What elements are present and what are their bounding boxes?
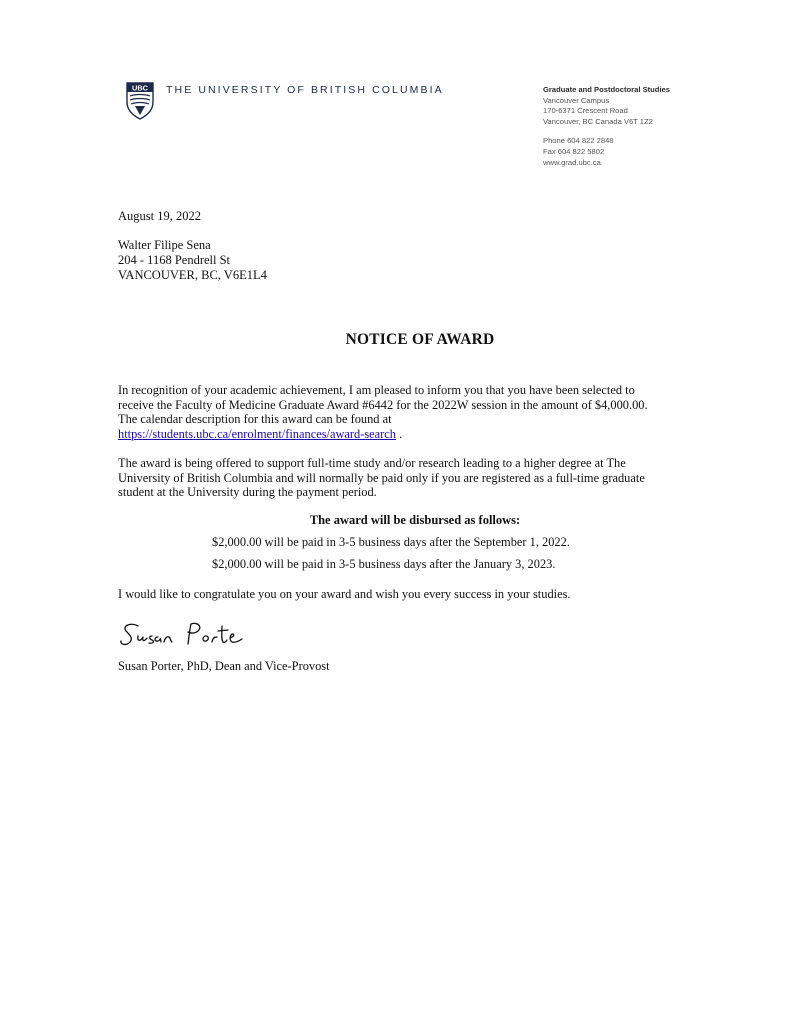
recipient-name: Walter Filipe Sena: [118, 238, 211, 252]
notice-title: NOTICE OF AWARD: [345, 331, 495, 348]
link-suffix: .: [396, 426, 403, 441]
link-line: [118, 427, 693, 442]
street-address: 170-6371 Crescent Road: [543, 106, 628, 116]
award-search-link[interactable]: https://students.ubc.ca/enrolment/finances/award-search: [118, 426, 397, 441]
paragraph-line: The award is being offered to support full-time study and/or research leading to a higher degree at The: [118, 456, 626, 470]
recipient-address: [118, 238, 267, 283]
paragraph-line: In recognition of your academic achievement, I am pleased to inform you that you have been selected to: [118, 383, 635, 397]
city-address: Vancouver, BC Canada V6T 1Z2: [543, 116, 653, 126]
signer-name: Susan Porter, PhD, Dean and Vice-Provost: [118, 659, 330, 673]
recipient-city: VANCOUVER, BC, V6E1L4: [118, 268, 267, 282]
phone-number: Phone 604 822 2848: [543, 136, 614, 146]
ubc-crest-icon: [126, 82, 154, 120]
paragraph-line: The calendar description for this award can be found at: [118, 412, 392, 427]
payment-line: $2,000.00 will be paid in 3-5 business days after the January 3, 2023.: [212, 557, 556, 571]
campus-name: Vancouver Campus: [543, 95, 610, 105]
department-contact-block: [543, 85, 783, 168]
paragraph-line: student at the University during the payment period.: [118, 485, 377, 500]
website: www.grad.ubc.ca: [543, 157, 601, 167]
logo-text: UBC: [131, 83, 149, 93]
paragraph-line: receive the Faculty of Medicine Graduate Award #6442 for the 2022W session in the amount of $4,000.00.: [118, 397, 648, 412]
payment-line: $2,000.00 will be paid in 3-5 business days after the September 1, 2022.: [212, 535, 570, 549]
recipient-street: 204 - 1168 Pendrell St: [118, 253, 231, 267]
paragraph-conditions: [118, 456, 693, 500]
handwritten-signature: [118, 620, 246, 650]
paragraph-line: University of British Columbia and will normally be paid only if you are registered as a full-time graduate: [118, 470, 645, 485]
paragraph-recognition: [118, 383, 693, 441]
department-name: Graduate and Postdoctoral Studies: [543, 85, 671, 94]
university-name: THE UNIVERSITY OF BRITISH COLUMBIA: [166, 84, 444, 96]
disbursement-title: The award will be disbursed as follows:: [309, 513, 521, 527]
fax-number: Fax 604 822 5802: [543, 146, 605, 156]
letter-date: August 19, 2022: [118, 209, 201, 223]
closing-sentence: I would like to congratulate you on your award and wish you every success in your studies.: [118, 587, 571, 601]
